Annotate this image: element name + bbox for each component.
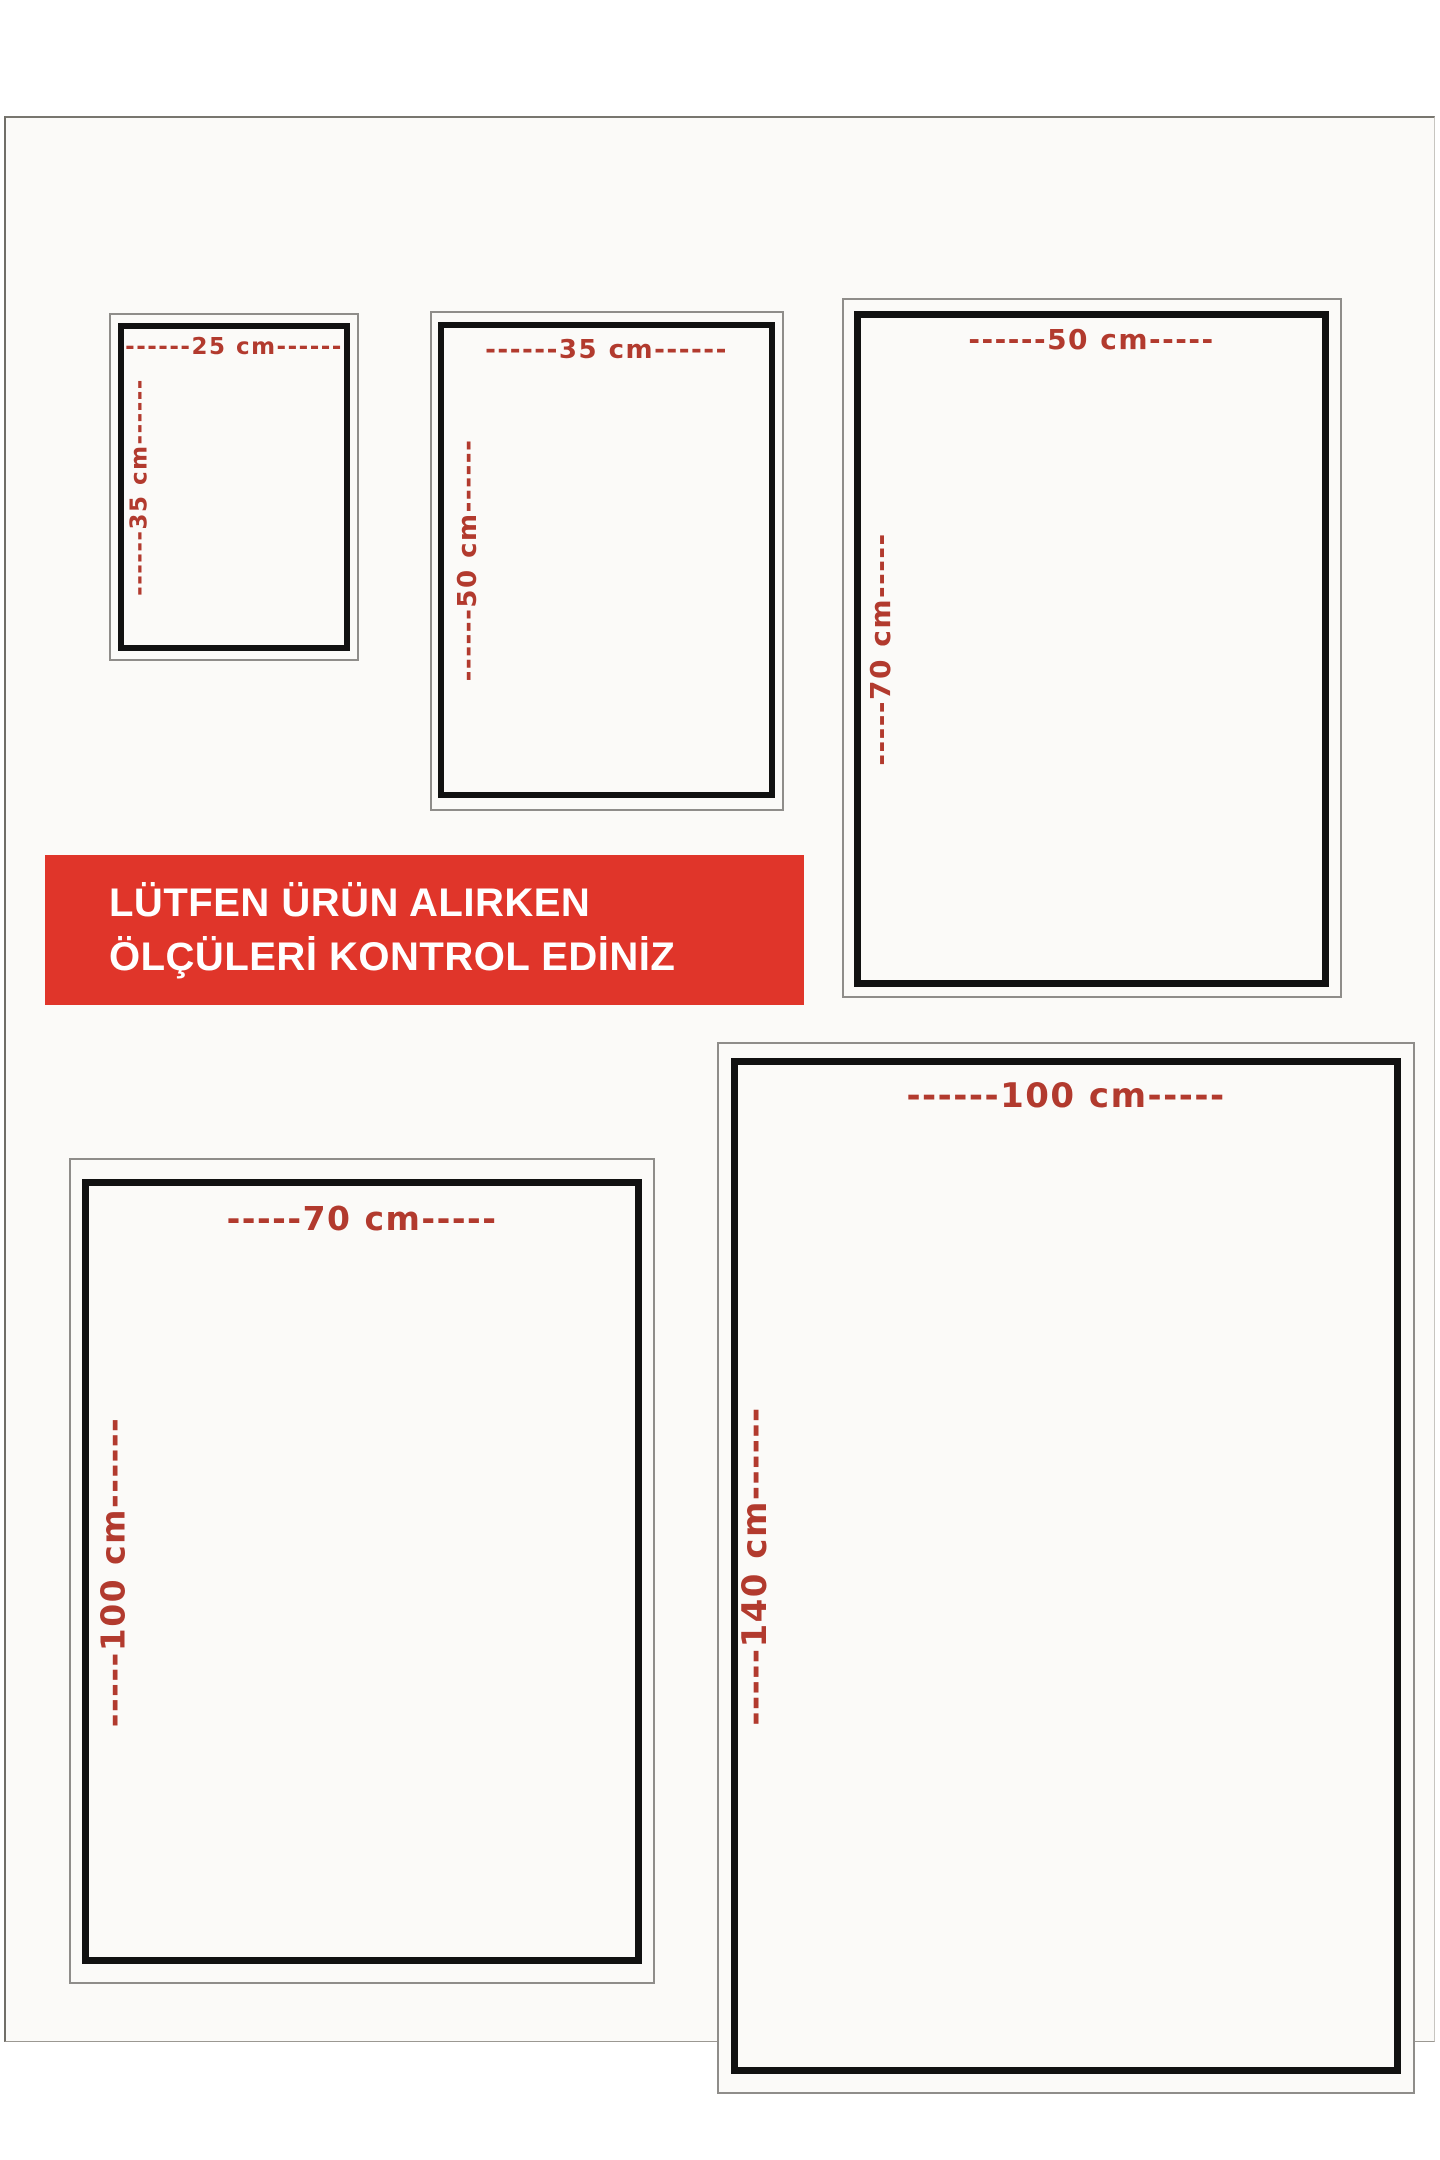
size-box-50x70 [842,298,1342,998]
catalog-page-sheet [4,116,1435,2042]
height-dimension-label-35cm: ------35 cm------ [126,378,153,596]
width-dimension-label-50cm: ------50 cm----- [968,323,1215,356]
width-dimension-label-70cm: -----70 cm----- [226,1199,498,1238]
size-box-35x50 [430,311,784,811]
width-dimension-label-25cm: ------25 cm------ [125,334,343,360]
warning-banner-line1: LÜTFEN ÜRÜN ALIRKEN [109,881,591,925]
size-check-warning-banner [45,855,804,1005]
width-dimension-label-100cm: ------100 cm----- [906,1076,1226,1116]
height-dimension-label-140cm: -----140 cm------ [735,1406,775,1726]
size-box-100x140 [717,1042,1415,2094]
size-box-35x50-border [438,322,775,798]
size-box-50x70-border [854,311,1329,987]
warning-banner-line2: ÖLÇÜLERİ KONTROL EDİNİZ [109,935,676,979]
size-box-25x35 [109,313,359,661]
height-dimension-label-70cm: -----70 cm----- [864,532,897,766]
size-box-70x100-border [82,1179,642,1964]
size-box-100x140-border [731,1058,1401,2074]
width-dimension-label-35cm: ------35 cm------ [485,335,728,365]
size-box-25x35-border [118,323,350,651]
size-box-70x100 [69,1158,655,1984]
height-dimension-label-50cm: ------50 cm------ [453,438,483,682]
height-dimension-label-100cm: -----100 cm------ [93,1416,133,1727]
